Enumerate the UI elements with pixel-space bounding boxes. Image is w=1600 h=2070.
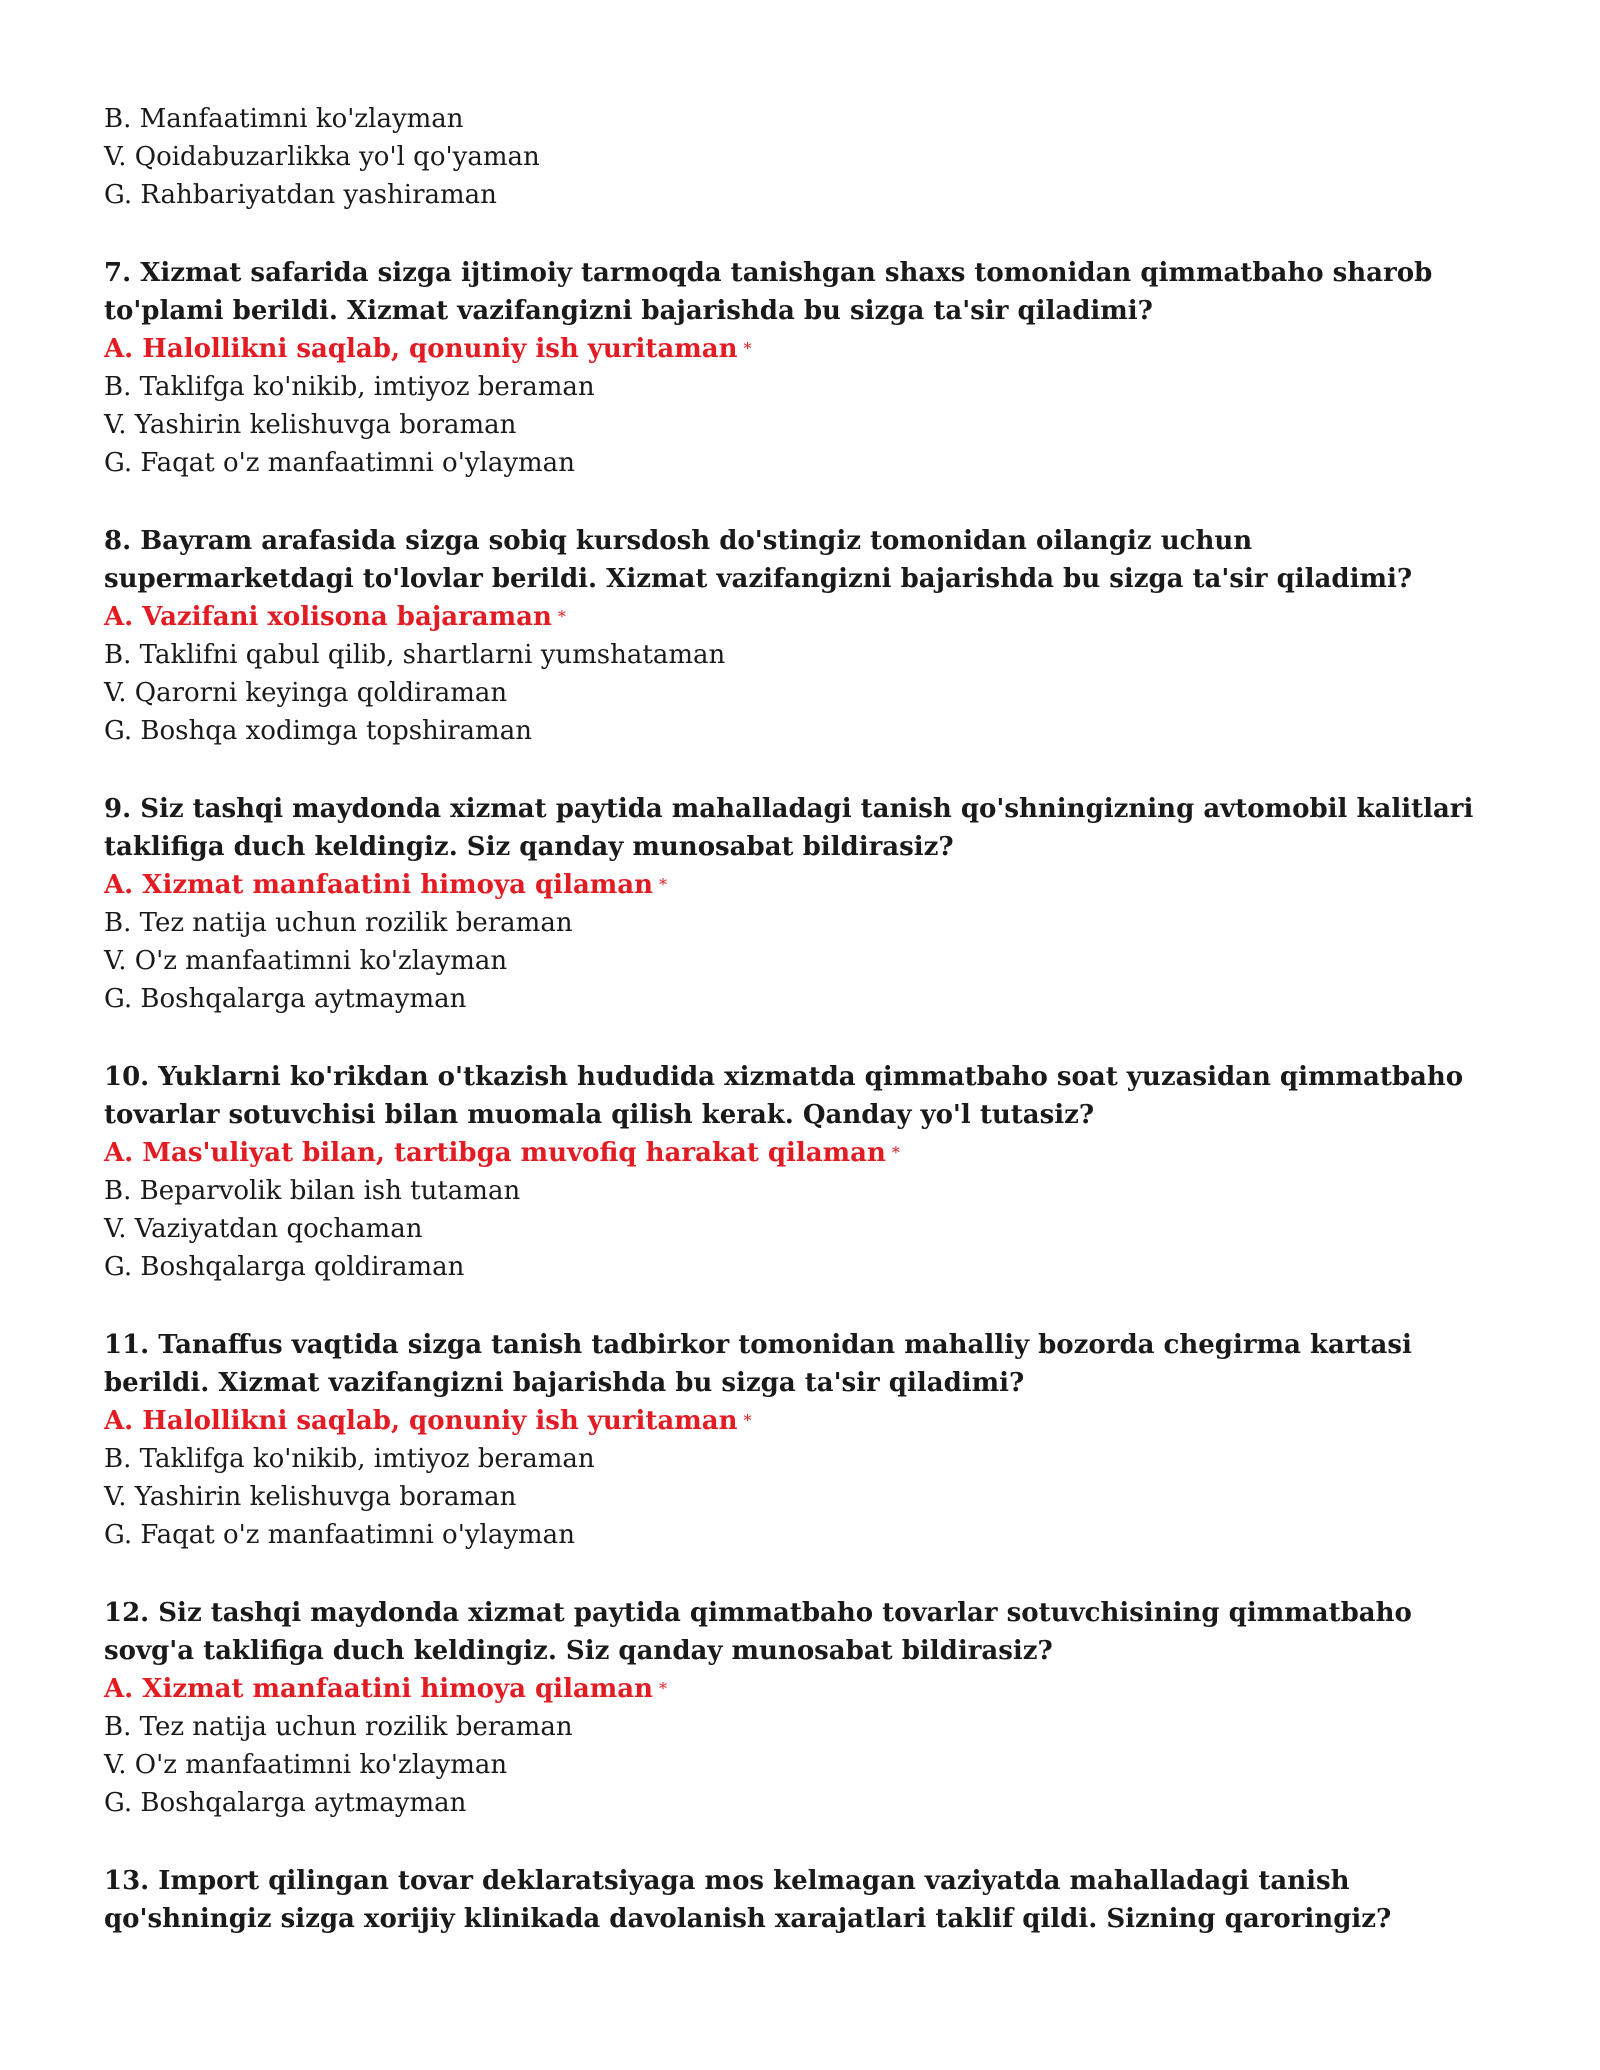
- question-text: 13. Import qilingan tovar deklaratsiyaga mos kelmagan vaziyatda mahalladagi tanish qo'shningiz sizga xorijiy klinikada davolanish xarajatlari taklif qildi. Sizning qaroringiz?: [104, 1866, 1392, 1934]
- option-g: G. Boshqalarga aytmayman: [104, 1788, 467, 1818]
- question-text: 9. Siz tashqi maydonda xizmat paytida mahalladagi tanish qo'shningizning avtomobil kalitlari taklifiga duch keldingiz. Siz qanday munosabat bildirasiz?: [104, 794, 1474, 862]
- option-b: B. Tez natija uchun rozilik beraman: [104, 908, 573, 938]
- question-11: [104, 1326, 1504, 1554]
- question-text: 7. Xizmat safarida sizga ijtimoiy tarmoqda tanishgan shaxs tomonidan qimmatbaho sharob to'plami berildi. Xizmat vazifangizni bajarishda bu sizga ta'sir qiladimi?: [104, 258, 1433, 326]
- question-12: [104, 1594, 1504, 1822]
- document-page: [104, 100, 1504, 1938]
- option-b: B. Tez natija uchun rozilik beraman: [104, 1712, 573, 1742]
- question-text: 10. Yuklarni ko'rikdan o'tkazish hududida xizmatda qimmatbaho soat yuzasidan qimmatbaho tovarlar sotuvchisi bilan muomala qilish kerak. Qanday yo'l tutasiz?: [104, 1062, 1464, 1130]
- option-v: V. Yashirin kelishuvga boraman: [104, 410, 517, 440]
- option-v: V. Qoidabuzarlikka yo'l qo'yaman: [104, 142, 540, 172]
- correct-answer: [104, 1402, 1504, 1440]
- correct-answer-text: A. Xizmat manfaatini himoya qilaman: [104, 1674, 654, 1704]
- asterisk-marker: *: [659, 875, 668, 894]
- asterisk-marker: *: [743, 339, 752, 358]
- option-v: V. O'z manfaatimni ko'zlayman: [104, 1750, 508, 1780]
- option-b: B. Taklifga ko'nikib, imtiyoz beraman: [104, 1444, 595, 1474]
- option-v: V. Vaziyatdan qochaman: [104, 1214, 423, 1244]
- continued-options: [104, 100, 1504, 214]
- option-v: V. O'z manfaatimni ko'zlayman: [104, 946, 508, 976]
- correct-answer: [104, 1670, 1504, 1708]
- correct-answer-text: A. Mas'uliyat bilan, tartibga muvofiq harakat qilaman: [104, 1138, 886, 1168]
- option-g: G. Boshqa xodimga topshiraman: [104, 716, 532, 746]
- question-text: 11. Tanaffus vaqtida sizga tanish tadbirkor tomonidan mahalliy bozorda chegirma kartasi berildi. Xizmat vazifangizni bajarishda bu sizga ta'sir qiladimi?: [104, 1330, 1412, 1398]
- correct-answer-text: A. Halollikni saqlab, qonuniy ish yuritaman: [104, 1406, 738, 1436]
- option-b: B. Beparvolik bilan ish tutaman: [104, 1176, 521, 1206]
- correct-answer: [104, 866, 1504, 904]
- option-g: G. Boshqalarga aytmayman: [104, 984, 467, 1014]
- question-10: [104, 1058, 1504, 1286]
- option-b: B. Manfaatimni ko'zlayman: [104, 104, 464, 134]
- correct-answer: [104, 598, 1504, 636]
- asterisk-marker: *: [659, 1679, 668, 1698]
- question-13: [104, 1862, 1504, 1938]
- option-v: V. Yashirin kelishuvga boraman: [104, 1482, 517, 1512]
- correct-answer-text: A. Xizmat manfaatini himoya qilaman: [104, 870, 654, 900]
- question-7: [104, 254, 1504, 482]
- correct-answer: [104, 1134, 1504, 1172]
- option-g: G. Boshqalarga qoldiraman: [104, 1252, 465, 1282]
- asterisk-marker: *: [557, 607, 566, 626]
- option-v: V. Qarorni keyinga qoldiraman: [104, 678, 508, 708]
- option-b: B. Taklifni qabul qilib, shartlarni yumshataman: [104, 640, 726, 670]
- correct-answer-text: A. Halollikni saqlab, qonuniy ish yuritaman: [104, 334, 738, 364]
- option-g: G. Faqat o'z manfaatimni o'ylayman: [104, 448, 575, 478]
- asterisk-marker: *: [743, 1411, 752, 1430]
- question-text: 12. Siz tashqi maydonda xizmat paytida qimmatbaho tovarlar sotuvchisining qimmatbaho sovg'a taklifiga duch keldingiz. Siz qanday munosabat bildirasiz?: [104, 1598, 1412, 1666]
- question-8: [104, 522, 1504, 750]
- option-b: B. Taklifga ko'nikib, imtiyoz beraman: [104, 372, 595, 402]
- question-9: [104, 790, 1504, 1018]
- correct-answer: [104, 330, 1504, 368]
- correct-answer-text: A. Vazifani xolisona bajaraman: [104, 602, 552, 632]
- option-g: G. Rahbariyatdan yashiraman: [104, 180, 497, 210]
- asterisk-marker: *: [891, 1143, 900, 1162]
- option-g: G. Faqat o'z manfaatimni o'ylayman: [104, 1520, 575, 1550]
- question-text: 8. Bayram arafasida sizga sobiq kursdosh do'stingiz tomonidan oilangiz uchun supermarketdagi to'lovlar berildi. Xizmat vazifangizni bajarishda bu sizga ta'sir qiladimi?: [104, 526, 1413, 594]
